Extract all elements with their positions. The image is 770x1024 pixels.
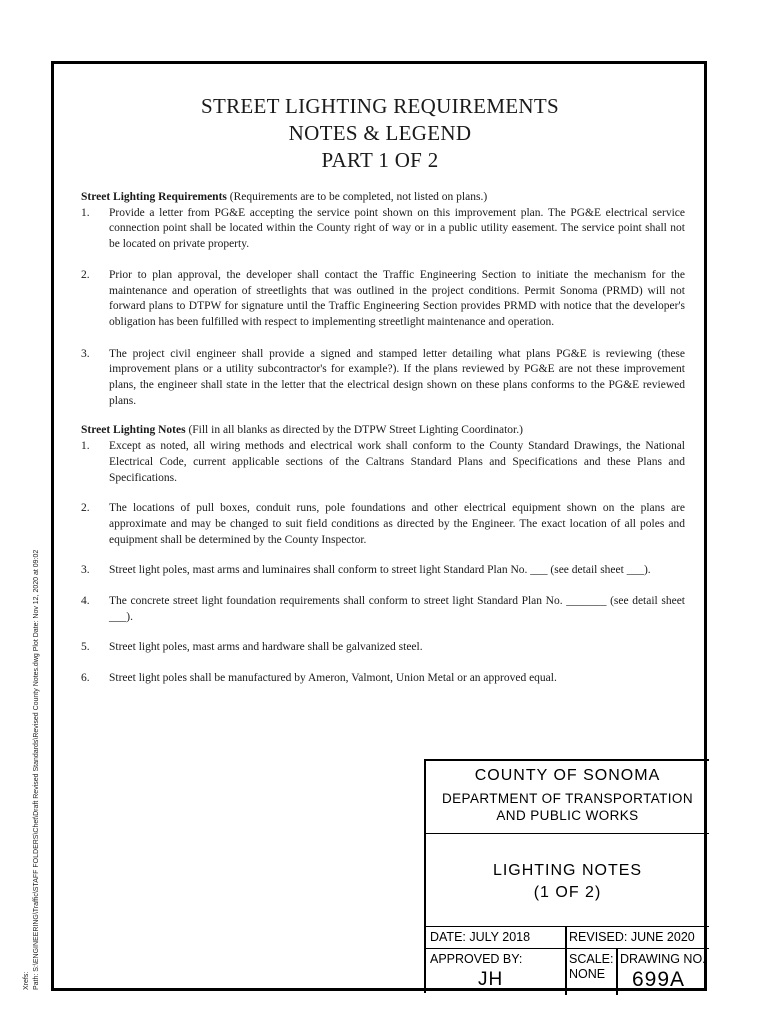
item-number: 2. <box>81 502 90 515</box>
department-name <box>426 790 709 824</box>
divider <box>565 948 567 995</box>
note-item <box>81 563 685 579</box>
agency-block <box>426 761 709 834</box>
drawing-title-block <box>426 834 709 927</box>
title-line-1: STREET LIGHTING REQUIREMENTS <box>201 94 559 118</box>
item-text: Street light poles, mast arms and luminaires shall conform to street light Standard Plan No. ___ (see detail sheet ___). <box>109 564 651 577</box>
notes-heading <box>81 423 685 439</box>
divider <box>616 948 618 995</box>
scale-label: SCALE: <box>569 952 614 966</box>
divider <box>565 926 567 948</box>
county-name: COUNTY OF SONOMA <box>474 767 661 784</box>
notes-heading-bold: Street Lighting Notes <box>81 424 186 437</box>
item-text: Prior to plan approval, the developer shall contact the Traffic Engineering Section to initiate the mechanism for the maintenance and operation of streetlights that was outlined in the project conditions. Permit Sonoma (PRMD) will not forward plans to DTPW for signature until the Traffic Engineering Section provides PRMD with notice that the developer's obligation has been fulfilled with respect to implementing streetlight maintenance and operation. <box>109 268 685 328</box>
note-item <box>81 671 685 687</box>
note-item <box>81 594 685 625</box>
item-text: The project civil engineer shall provide a signed and stamped letter detailing what plans PG&E is reviewing (these improvement plans or a utility subcontractor's for example?). If the plans reviewed by PG&E are not these improvement plans, the engineer shall state in the letter that the electrical design shown on these plans conforms to the PG&E reviewed plans. <box>109 347 685 407</box>
item-number: 5. <box>81 641 90 654</box>
item-number: 4. <box>81 595 90 608</box>
requirement-item <box>81 347 685 410</box>
requirement-item <box>81 268 685 331</box>
note-item <box>81 640 685 656</box>
title-line-3: PART 1 OF 2 <box>321 148 439 172</box>
item-text: Provide a letter from PG&E accepting the service point shown on this improvement plan. The PG&E electrical service connection point shall be located within the County right of way or in a public utility easement. The service point shall not be located on private property. <box>109 206 685 251</box>
scale-value: NONE <box>569 967 606 981</box>
drawing-title-line-2: (1 OF 2) <box>533 884 602 901</box>
file-path-margin-text <box>22 540 42 990</box>
note-item <box>81 439 685 486</box>
drawing-number-value: 699A <box>632 968 686 991</box>
path-label: Path: S:\ENGINEERING\Traffic\STAFF FOLDERS\Chet\Draft Revised Standards\Revised County Notes.dwg Plot Date: Nov 12, 2020 at 09:02 <box>33 549 40 990</box>
item-number: 6. <box>81 672 90 685</box>
page-title <box>60 93 700 174</box>
date-row <box>426 926 709 949</box>
item-text: The locations of pull boxes, conduit runs, pole foundations and other electrical equipment shown on the plans are approximate and may be changed to suit field conditions as directed by the Engineer. The exact location of all poles and equipment shall be determined by the County Inspector. <box>109 502 685 546</box>
item-number: 1. <box>81 440 90 453</box>
note-item <box>81 501 685 548</box>
notes-subheading: (Fill in all blanks as directed by the DTPW Street Lighting Coordinator.) <box>185 424 523 437</box>
item-text: Street light poles shall be manufactured by Ameron, Valmont, Union Metal or an approved equal. <box>109 672 557 685</box>
item-text: Except as noted, all wiring methods and electrical work shall conform to the County Standard Drawings, the National Electrical Code, current applicable sections of the Caltrans Standard Plans and Specifications and these Plans and Specifications. <box>109 440 685 484</box>
title-line-2: NOTES & LEGEND <box>288 121 472 145</box>
item-number: 2. <box>81 268 90 281</box>
approved-by-label: APPROVED BY: <box>430 952 523 966</box>
approved-by-value: JH <box>478 969 504 990</box>
xrefs-label: Xrefs: <box>23 971 30 990</box>
title-block <box>424 759 709 993</box>
requirements-heading-bold: Street Lighting Requirements <box>81 191 227 203</box>
approval-row <box>426 948 709 995</box>
requirements-subheading: (Requirements are to be completed, not listed on plans.) <box>226 191 488 203</box>
revised-field: REVISED: JUNE 2020 <box>569 930 695 944</box>
drawing-title-line-1: LIGHTING NOTES <box>492 862 643 879</box>
requirement-item <box>81 206 685 253</box>
item-number: 1. <box>81 206 90 219</box>
notes-body <box>81 190 685 687</box>
item-text: Street light poles, mast arms and hardware shall be galvanized steel. <box>109 641 423 654</box>
item-number: 3. <box>81 564 90 577</box>
department-line-2: AND PUBLIC WORKS <box>496 808 639 823</box>
department-line-1: DEPARTMENT OF TRANSPORTATION <box>442 791 693 806</box>
drawing-number-label: DRAWING NO. <box>620 952 706 966</box>
item-number: 3. <box>81 347 90 360</box>
date-field: DATE: JULY 2018 <box>430 930 531 944</box>
requirements-heading <box>81 190 685 206</box>
item-text: The concrete street light foundation requirements shall conform to street light Standard Plan No. _______ (see detail sheet ___). <box>109 595 685 623</box>
